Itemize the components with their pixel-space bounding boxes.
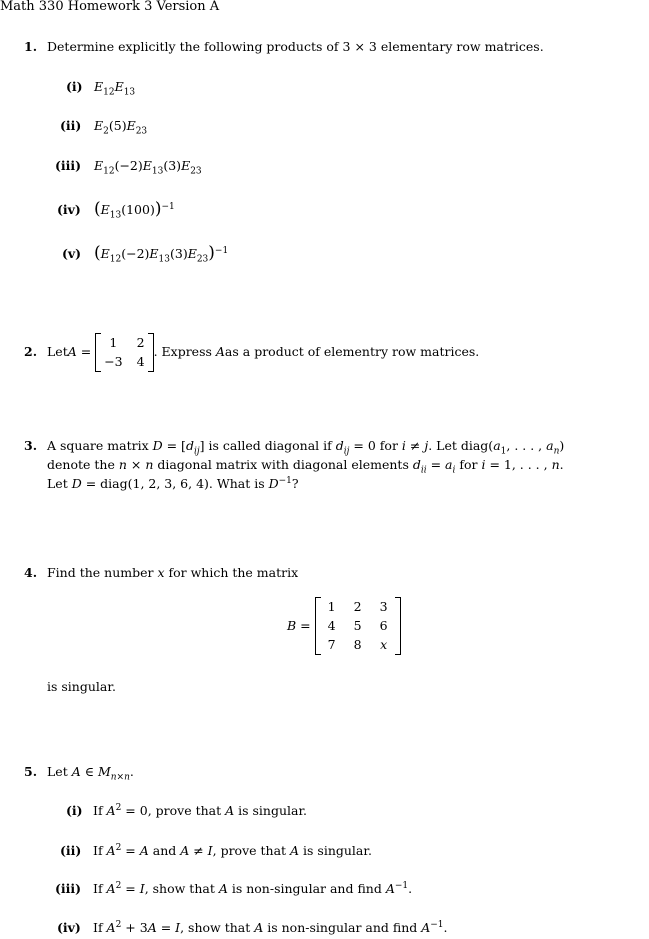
problem-5-text: Let A ∈ $M_{n\times n}$. — [47, 764, 134, 783]
problem-4-text: Find the number x for which the matrix — [47, 565, 299, 580]
problem-5-part-iii-text: If $A^2 = I$, show that A is non-singular and find $A^{-1}$. — [93, 880, 413, 896]
problem-1-part-ii-expr: $E_2(5)E_{23}$ — [94, 118, 148, 137]
matrix-cell: 1 — [109, 334, 118, 350]
problem-2-matrix — [95, 333, 153, 372]
problem-1-part-iii-label: (iii) — [55, 158, 82, 173]
problem-1-text: Determine explicitly the following products of 3 × 3 elementary row matrices. — [47, 39, 544, 54]
problem-3-line-1: A square matrix $D = [d_{ij}]$ is called diagonal if $d_{ij} = 0$ for i ≠ j. Let $diag(a_1$, . . . , $a_n$) — [47, 438, 565, 457]
matrix-cell: −3 — [104, 353, 123, 369]
problem-2-post: . Express — [153, 344, 212, 359]
problem-3-line-2: denote the n × n diagonal matrix with diagonal elements $d_{ii} = a_i$ for i = 1, . . . , n. — [47, 457, 564, 476]
problem-1-part-v-label: (v) — [62, 246, 82, 261]
problem-5-part-ii-label: (ii) — [60, 843, 82, 858]
matrix-cell: 4 — [136, 353, 145, 369]
problem-5-part-i-text: If $A^2 = 0$, prove that A is singular. — [93, 802, 308, 818]
matrix-cell: 2 — [136, 334, 145, 350]
problem-1-part-ii-label: (ii) — [60, 118, 82, 133]
problem-1-part-i-expr: $E_{12}E_{13}$ — [94, 79, 136, 98]
matrix-cell: 6 — [379, 618, 388, 633]
matrix-cell: 5 — [353, 618, 362, 633]
problem-5-part-ii-text: If $A^2 = A$ and A ≠ I, prove that A is singular. — [93, 842, 372, 858]
problem-1-part-iv-label: (iv) — [57, 202, 81, 217]
problem-1-part-iii-expr: $E_{12}(-2)E_{13}(3)E_{23}$ — [94, 158, 202, 177]
problem-3-number: 3. — [24, 438, 38, 453]
matrix-cell: 7 — [327, 637, 336, 652]
problem-1-part-v-expr: $(E_{12}(-2)E_{13}(3)E_{23})^{-1}$ — [94, 243, 229, 265]
problem-5-part-iv-label: (iv) — [57, 920, 81, 935]
matrix-cell: 1 — [327, 599, 336, 614]
problem-5-part-iii-label: (iii) — [55, 881, 82, 896]
problem-4-after: is singular. — [47, 679, 116, 694]
problem-2-pre: Let — [47, 344, 68, 359]
problem-2-text: Let A = 1 2 −3 4 . Express A as a product of elementry row matrices. — [47, 330, 479, 374]
problem-1-number: 1. — [24, 39, 38, 54]
problem-5-part-i-label: (i) — [66, 803, 83, 818]
problem-4-equation: B = 1 2 3 4 5 6 7 8 x — [287, 595, 401, 657]
problem-1-part-i-label: (i) — [66, 79, 83, 94]
matrix-cell: 2 — [353, 599, 362, 614]
problem-4-number: 4. — [24, 565, 38, 580]
problem-2-post2: as a product of elementry row matrices. — [224, 344, 480, 359]
problem-5-part-iv-text: If $A^2 + 3A = I$, show that A is non-singular and find $A^{-1}$. — [93, 919, 448, 935]
problem-5-number: 5. — [24, 764, 38, 779]
page-title: Math 330 Homework 3 Version A — [0, 0, 220, 14]
matrix-cell: 4 — [327, 618, 336, 633]
matrix-cell: 3 — [379, 599, 388, 614]
problem-2-number: 2. — [24, 344, 38, 359]
matrix-cell: x — [380, 637, 388, 652]
problem-4-matrix — [315, 597, 401, 655]
matrix-cell: 8 — [353, 637, 362, 652]
problem-3-line-3: Let D = diag(1, 2, 3, 6, 4). What is $D^{-1}$? — [47, 475, 299, 491]
problem-1-part-iv-expr: $(E_{13}(100))^{-1}$ — [94, 199, 175, 221]
